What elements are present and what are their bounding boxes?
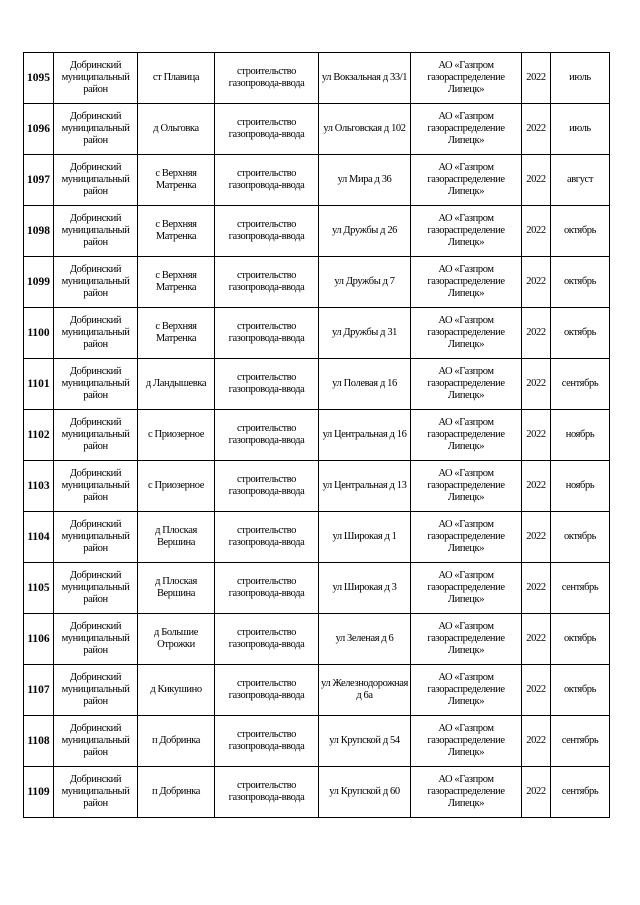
month-cell: октябрь	[551, 665, 610, 716]
work-type-cell: строительство газопровода-ввода	[215, 206, 319, 257]
row-number: 1098	[24, 206, 54, 257]
table-row	[24, 512, 610, 563]
year-cell: 2022	[522, 716, 551, 767]
organization-cell: АО «Газпром газораспределение Липецк»	[411, 359, 522, 410]
table-row	[24, 716, 610, 767]
row-number: 1095	[24, 53, 54, 104]
address-cell: ул Широкая д 1	[319, 512, 411, 563]
district-cell: Добринский муниципальный район	[54, 563, 138, 614]
locality-cell: ст Плавица	[138, 53, 215, 104]
row-number: 1108	[24, 716, 54, 767]
locality-cell: п Добринка	[138, 767, 215, 818]
district-cell: Добринский муниципальный район	[54, 767, 138, 818]
address-cell: ул Широкая д 3	[319, 563, 411, 614]
address-cell: ул Полевая д 16	[319, 359, 411, 410]
address-cell: ул Крупской д 54	[319, 716, 411, 767]
district-cell: Добринский муниципальный район	[54, 206, 138, 257]
locality-cell: д Ландышевка	[138, 359, 215, 410]
table-row	[24, 359, 610, 410]
month-cell: сентябрь	[551, 716, 610, 767]
work-type-cell: строительство газопровода-ввода	[215, 359, 319, 410]
organization-cell: АО «Газпром газораспределение Липецк»	[411, 614, 522, 665]
year-cell: 2022	[522, 308, 551, 359]
row-number: 1096	[24, 104, 54, 155]
work-type-cell: строительство газопровода-ввода	[215, 104, 319, 155]
month-cell: октябрь	[551, 512, 610, 563]
table-row	[24, 665, 610, 716]
district-cell: Добринский муниципальный район	[54, 257, 138, 308]
work-type-cell: строительство газопровода-ввода	[215, 155, 319, 206]
work-type-cell: строительство газопровода-ввода	[215, 257, 319, 308]
row-number: 1107	[24, 665, 54, 716]
locality-cell: п Добринка	[138, 716, 215, 767]
locality-cell: с Верхняя Матренка	[138, 206, 215, 257]
organization-cell: АО «Газпром газораспределение Липецк»	[411, 53, 522, 104]
district-cell: Добринский муниципальный район	[54, 461, 138, 512]
table-row	[24, 257, 610, 308]
organization-cell: АО «Газпром газораспределение Липецк»	[411, 257, 522, 308]
row-number: 1099	[24, 257, 54, 308]
row-number: 1100	[24, 308, 54, 359]
address-cell: ул Зеленая д 6	[319, 614, 411, 665]
organization-cell: АО «Газпром газораспределение Липецк»	[411, 206, 522, 257]
row-number: 1105	[24, 563, 54, 614]
organization-cell: АО «Газпром газораспределение Липецк»	[411, 512, 522, 563]
organization-cell: АО «Газпром газораспределение Липецк»	[411, 308, 522, 359]
district-cell: Добринский муниципальный район	[54, 512, 138, 563]
locality-cell: с Верхняя Матренка	[138, 257, 215, 308]
organization-cell: АО «Газпром газораспределение Липецк»	[411, 155, 522, 206]
district-cell: Добринский муниципальный район	[54, 53, 138, 104]
address-cell: ул Центральная д 13	[319, 461, 411, 512]
month-cell: сентябрь	[551, 359, 610, 410]
address-cell: ул Железнодорожная д 6а	[319, 665, 411, 716]
month-cell: июль	[551, 104, 610, 155]
locality-cell: с Верхняя Матренка	[138, 308, 215, 359]
table-row	[24, 53, 610, 104]
locality-cell: с Приозерное	[138, 410, 215, 461]
table-row	[24, 614, 610, 665]
table-row	[24, 767, 610, 818]
work-type-cell: строительство газопровода-ввода	[215, 308, 319, 359]
table-body	[24, 53, 610, 818]
district-cell: Добринский муниципальный район	[54, 665, 138, 716]
year-cell: 2022	[522, 410, 551, 461]
row-number: 1097	[24, 155, 54, 206]
work-type-cell: строительство газопровода-ввода	[215, 461, 319, 512]
gas-connection-registry-table	[23, 52, 610, 818]
month-cell: сентябрь	[551, 767, 610, 818]
month-cell: октябрь	[551, 257, 610, 308]
locality-cell: с Приозерное	[138, 461, 215, 512]
work-type-cell: строительство газопровода-ввода	[215, 716, 319, 767]
organization-cell: АО «Газпром газораспределение Липецк»	[411, 767, 522, 818]
work-type-cell: строительство газопровода-ввода	[215, 53, 319, 104]
locality-cell: д Плоская Вершина	[138, 563, 215, 614]
district-cell: Добринский муниципальный район	[54, 308, 138, 359]
address-cell: ул Центральная д 16	[319, 410, 411, 461]
table-row	[24, 155, 610, 206]
row-number: 1109	[24, 767, 54, 818]
organization-cell: АО «Газпром газораспределение Липецк»	[411, 104, 522, 155]
work-type-cell: строительство газопровода-ввода	[215, 767, 319, 818]
organization-cell: АО «Газпром газораспределение Липецк»	[411, 461, 522, 512]
year-cell: 2022	[522, 155, 551, 206]
table-row	[24, 410, 610, 461]
organization-cell: АО «Газпром газораспределение Липецк»	[411, 410, 522, 461]
row-number: 1101	[24, 359, 54, 410]
locality-cell: д Ольговка	[138, 104, 215, 155]
table-row	[24, 206, 610, 257]
row-number: 1106	[24, 614, 54, 665]
table-row	[24, 104, 610, 155]
work-type-cell: строительство газопровода-ввода	[215, 512, 319, 563]
row-number: 1103	[24, 461, 54, 512]
year-cell: 2022	[522, 614, 551, 665]
district-cell: Добринский муниципальный район	[54, 359, 138, 410]
locality-cell: д Плоская Вершина	[138, 512, 215, 563]
year-cell: 2022	[522, 257, 551, 308]
table-row	[24, 461, 610, 512]
address-cell: ул Дружбы д 31	[319, 308, 411, 359]
district-cell: Добринский муниципальный район	[54, 410, 138, 461]
table-row	[24, 308, 610, 359]
table-row	[24, 563, 610, 614]
locality-cell: с Верхняя Матренка	[138, 155, 215, 206]
work-type-cell: строительство газопровода-ввода	[215, 563, 319, 614]
year-cell: 2022	[522, 206, 551, 257]
organization-cell: АО «Газпром газораспределение Липецк»	[411, 665, 522, 716]
work-type-cell: строительство газопровода-ввода	[215, 665, 319, 716]
organization-cell: АО «Газпром газораспределение Липецк»	[411, 563, 522, 614]
address-cell: ул Вокзальная д 33/1	[319, 53, 411, 104]
year-cell: 2022	[522, 104, 551, 155]
year-cell: 2022	[522, 461, 551, 512]
address-cell: ул Мира д 36	[319, 155, 411, 206]
locality-cell: д Кикушино	[138, 665, 215, 716]
district-cell: Добринский муниципальный район	[54, 104, 138, 155]
work-type-cell: строительство газопровода-ввода	[215, 614, 319, 665]
year-cell: 2022	[522, 563, 551, 614]
month-cell: сентябрь	[551, 563, 610, 614]
row-number: 1102	[24, 410, 54, 461]
month-cell: август	[551, 155, 610, 206]
organization-cell: АО «Газпром газораспределение Липецк»	[411, 716, 522, 767]
district-cell: Добринский муниципальный район	[54, 614, 138, 665]
district-cell: Добринский муниципальный район	[54, 155, 138, 206]
month-cell: октябрь	[551, 308, 610, 359]
address-cell: ул Крупской д 60	[319, 767, 411, 818]
year-cell: 2022	[522, 359, 551, 410]
month-cell: ноябрь	[551, 461, 610, 512]
locality-cell: д Большие Отрожки	[138, 614, 215, 665]
month-cell: июль	[551, 53, 610, 104]
month-cell: ноябрь	[551, 410, 610, 461]
work-type-cell: строительство газопровода-ввода	[215, 410, 319, 461]
year-cell: 2022	[522, 665, 551, 716]
year-cell: 2022	[522, 767, 551, 818]
district-cell: Добринский муниципальный район	[54, 716, 138, 767]
year-cell: 2022	[522, 53, 551, 104]
address-cell: ул Дружбы д 26	[319, 206, 411, 257]
month-cell: октябрь	[551, 206, 610, 257]
month-cell: октябрь	[551, 614, 610, 665]
address-cell: ул Дружбы д 7	[319, 257, 411, 308]
address-cell: ул Ольговская д 102	[319, 104, 411, 155]
row-number: 1104	[24, 512, 54, 563]
year-cell: 2022	[522, 512, 551, 563]
